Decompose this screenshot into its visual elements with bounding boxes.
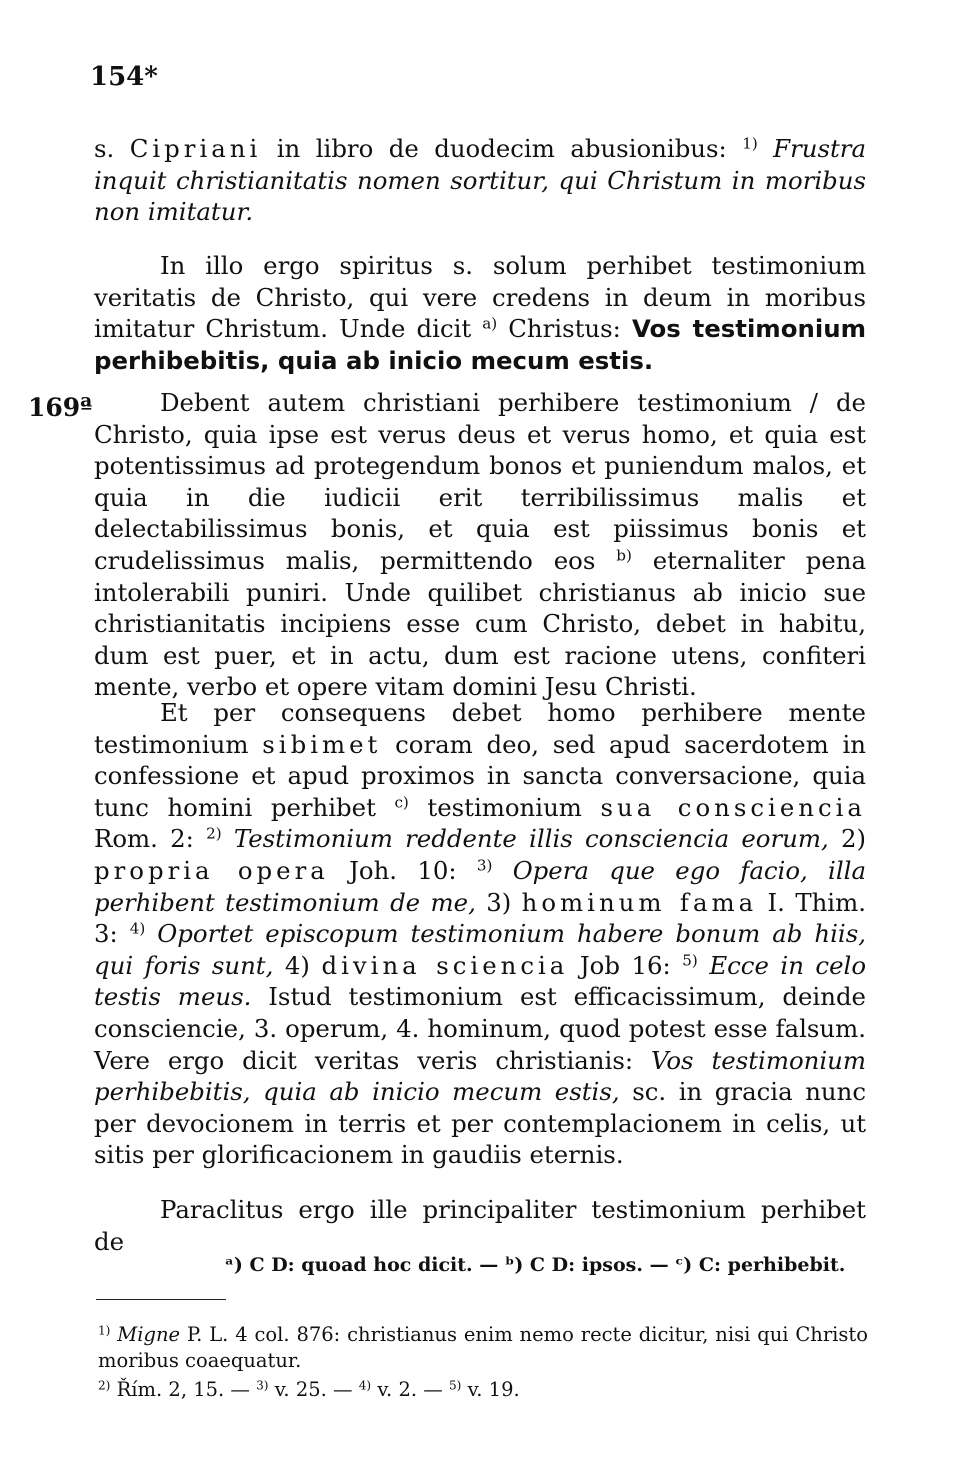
footnote-marker: a) xyxy=(482,314,498,333)
page-number: 154* xyxy=(90,62,158,92)
footnote-marker: c) xyxy=(394,793,409,812)
text-run xyxy=(758,134,773,163)
bold-quotation: Vos testimonium perhibebitis, quia ab inicio mecum estis. xyxy=(94,314,866,375)
footnote-marker: 1) xyxy=(742,134,758,153)
text-run: Job 16: xyxy=(568,950,683,980)
paragraph xyxy=(94,387,866,703)
text-run: sc. in gracia nunc per devocionem in terris et per contemplacionem in celis, ut sitis per glorificacionem in gaudiis eternis. xyxy=(94,1077,866,1170)
text-run: eternaliter pena intolerabili puniri. Unde quilibet christianus ab inicio sue christianitatis incipiens esse cum Christo, debet in habitu, dum est puer, et in actu, dum est racione utens, confiteri mente, verbo et opere vitam domini Jesu Christi. xyxy=(94,545,866,702)
spaced-emphasis: Cipriani xyxy=(129,134,262,163)
footnote-marker: 5) xyxy=(448,1378,462,1393)
margin-folio-note: 169ª xyxy=(28,393,93,422)
text-run: Paraclitus ergo ille principaliter testimonium perhibet de xyxy=(94,1195,866,1256)
footnote-separator xyxy=(96,1299,226,1300)
text-run: Řím. 2, 15. — xyxy=(110,1378,257,1401)
italic-quotation: Testimonium reddente illis consciencia eorum, xyxy=(233,824,829,854)
text-run: Debent autem christiani perhibere testimonium / de Christo, quia ipse est verus deus et verus homo, et quia est potentissimus ad protegendum bonos et puniendum malos, et quia in die iudicii erit terribilissimus malis et delectabilissimus bonis, et quia est piissimus bonis et crudelissimus malis, permittendo eos xyxy=(94,388,866,575)
spaced-emphasis: sibimet xyxy=(262,729,382,759)
paragraph xyxy=(94,250,866,376)
footnote-marker: 1) xyxy=(98,1323,111,1338)
footnote-marker: 3) xyxy=(256,1378,269,1393)
spaced-emphasis: sua consciencia xyxy=(600,792,866,822)
text-run: I. Thim. 3: xyxy=(94,887,866,949)
text-run: 4) xyxy=(273,950,322,980)
text-run: coram deo, sed apud sacerdotem in confessione et apud proximos in sancta conversacione, quia tunc homini perhibet xyxy=(94,729,866,822)
text-run: Et per consequens debet homo perhibere mente testimonium xyxy=(94,698,866,759)
paragraph xyxy=(94,697,866,1171)
text-run: Rom. 2: xyxy=(94,824,207,854)
footnote-marker: b) xyxy=(616,546,632,565)
text-run xyxy=(145,919,157,948)
footnote xyxy=(98,1322,868,1374)
italic-quotation: Migne xyxy=(117,1323,181,1346)
footnote-marker: 2) xyxy=(206,825,222,844)
footnote-marker: 3) xyxy=(476,856,493,875)
footnote-marker: 5) xyxy=(682,951,698,970)
footnote xyxy=(98,1377,868,1403)
footnote-marker: 2) xyxy=(98,1378,111,1393)
italic-quotation: Frustra inquit christianitatis nomen sortitur, qui Christum in moribus non imitatur. xyxy=(94,134,866,227)
text-run: s. xyxy=(94,134,130,163)
text-run: In illo ergo spiritus s. solum perhibet testimonium veritatis de Christo, qui vere credens in deum in moribus imitatur Christum. Unde dicit xyxy=(94,251,866,344)
text-run: v. 19. xyxy=(461,1378,520,1401)
text-run: Christus: xyxy=(497,314,632,344)
text-run: 2) xyxy=(828,824,866,854)
italic-quotation: Oportet episcopum testimonium habere bonum ab hiis, qui foris sunt, xyxy=(94,919,866,980)
text-run: P. L. 4 col. 876: christianus enim nemo recte dicitur, nisi qui Christo moribus coaequatur. xyxy=(98,1323,868,1372)
footnote-marker: 4) xyxy=(358,1378,372,1393)
text-run: testimonium xyxy=(408,792,601,822)
spaced-emphasis: divina sciencia xyxy=(321,950,569,980)
footnote-marker: 4) xyxy=(129,919,146,938)
text-run: Joh. 10: xyxy=(328,855,477,885)
text-run xyxy=(492,856,512,885)
text-run xyxy=(222,824,234,853)
italic-quotation: Vos testimonium perhibebitis, quia ab inicio mecum estis, xyxy=(94,1045,866,1107)
paragraph xyxy=(94,1194,866,1257)
spaced-emphasis: propria opera xyxy=(94,855,329,885)
variant-readings-note: ᵃ) C D: quoad hoc dicit. — ᵇ) C D: ipsos. — ᶜ) C: perhibebit. xyxy=(225,1254,846,1276)
text-run: v. 2. — xyxy=(371,1378,449,1401)
text-run: 3) xyxy=(475,887,522,917)
text-run xyxy=(698,951,710,980)
spaced-emphasis: hominum fama xyxy=(521,887,758,917)
text-run: v. 25. — xyxy=(268,1378,359,1401)
italic-quotation: Ecce in celo testis meus. xyxy=(94,950,867,1012)
text-run: in libro de duodecim abusionibus: xyxy=(261,134,743,163)
paragraph xyxy=(94,133,866,228)
italic-quotation: Opera que ego facio, illa perhibent testimonium de me, xyxy=(94,855,867,917)
text-run: Istud testimonium est efficacissimum, deinde consciencie, 3. operum, 4. hominum, quod potest esse falsum. Vere ergo dicit veritas veris christianis: xyxy=(94,982,866,1075)
